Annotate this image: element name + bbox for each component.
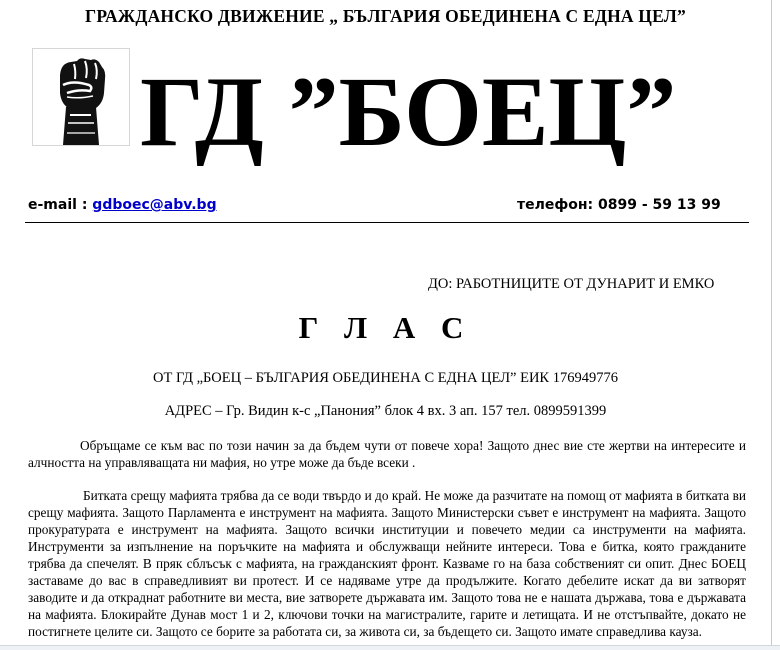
body-paragraph-2: Битката срещу мафията трябва да се води твърдо и до край. Не може да разчитате на помощ от мафията в битката ви срещу мафията. Защото Парламента е инструмент на мафията. Защото Министерски съвет е инструмент на мафията. Защото прокуратурата е инструмент на мафията. Защото всички институции и повечето медии са инструменти на мафията. Инструменти за изпълнение на поръчките на мафията и обслужващи нейните интереси. Това е битка, която гражданите трябва да спечелят. В пряк сблъсък с мафията, на гражданският фронт. Казваме го на база собственият си опит. Днес БОЕЦ заставаме до вас в справедливият ви протест. И се надяваме утре да продължите. Когато дебелите искат да ви затворят заводите и да откраднат работните ви места, вие затворете държавата им. Защото това не е нашата държава, това е държавата на мафията. Блокирайте Дунав мост 1 и 2, ключови точки на магистралите, гарите и летищата. И не отстъпвайте, докато не постигнете целите си. Защото се борите за работата си, за живота си, за бъдещето си. Защото имате справедлива кауза. bbox=[28, 488, 746, 639]
letter-title: Г Л А С bbox=[298, 310, 473, 345]
logo bbox=[32, 48, 130, 146]
email-label: e-mail : bbox=[28, 197, 93, 213]
page-bottom-edge bbox=[0, 645, 780, 650]
movement-name: ГРАЖДАНСКО ДВИЖЕНИЕ „ БЪЛГАРИЯ ОБЕДИНЕНА С ЕДНА ЦЕЛ” bbox=[85, 6, 686, 26]
body-paragraph-1: Обръщаме се към вас по този начин за да бъдем чути от повече хора! Защото днес вие сте жертви на интересите и алчността на управляващата ни мафия, но утре може да бъде всеки . bbox=[28, 438, 746, 470]
email-row bbox=[28, 197, 217, 213]
header-divider bbox=[25, 222, 749, 223]
phone-number: телефон: 0899 - 59 13 99 bbox=[517, 197, 721, 213]
organization-title: ГД ”БОЕЦ” bbox=[140, 56, 677, 167]
page-right-edge bbox=[771, 0, 772, 649]
sender-line: ОТ ГД „БОЕЦ – БЪЛГАРИЯ ОБЕДИНЕНА С ЕДНА ЦЕЛ” ЕИК 176949776 bbox=[153, 370, 618, 386]
recipient-line: ДО: РАБОТНИЦИТЕ ОТ ДУНАРИТ И ЕМКО bbox=[428, 276, 715, 292]
email-link[interactable]: gdboec@abv.bg bbox=[92, 197, 217, 213]
address-line: АДРЕС – Гр. Видин к-с „Панония” блок 4 вх. 3 ап. 157 тел. 0899591399 bbox=[164, 403, 607, 419]
raised-fist-icon bbox=[33, 49, 129, 145]
